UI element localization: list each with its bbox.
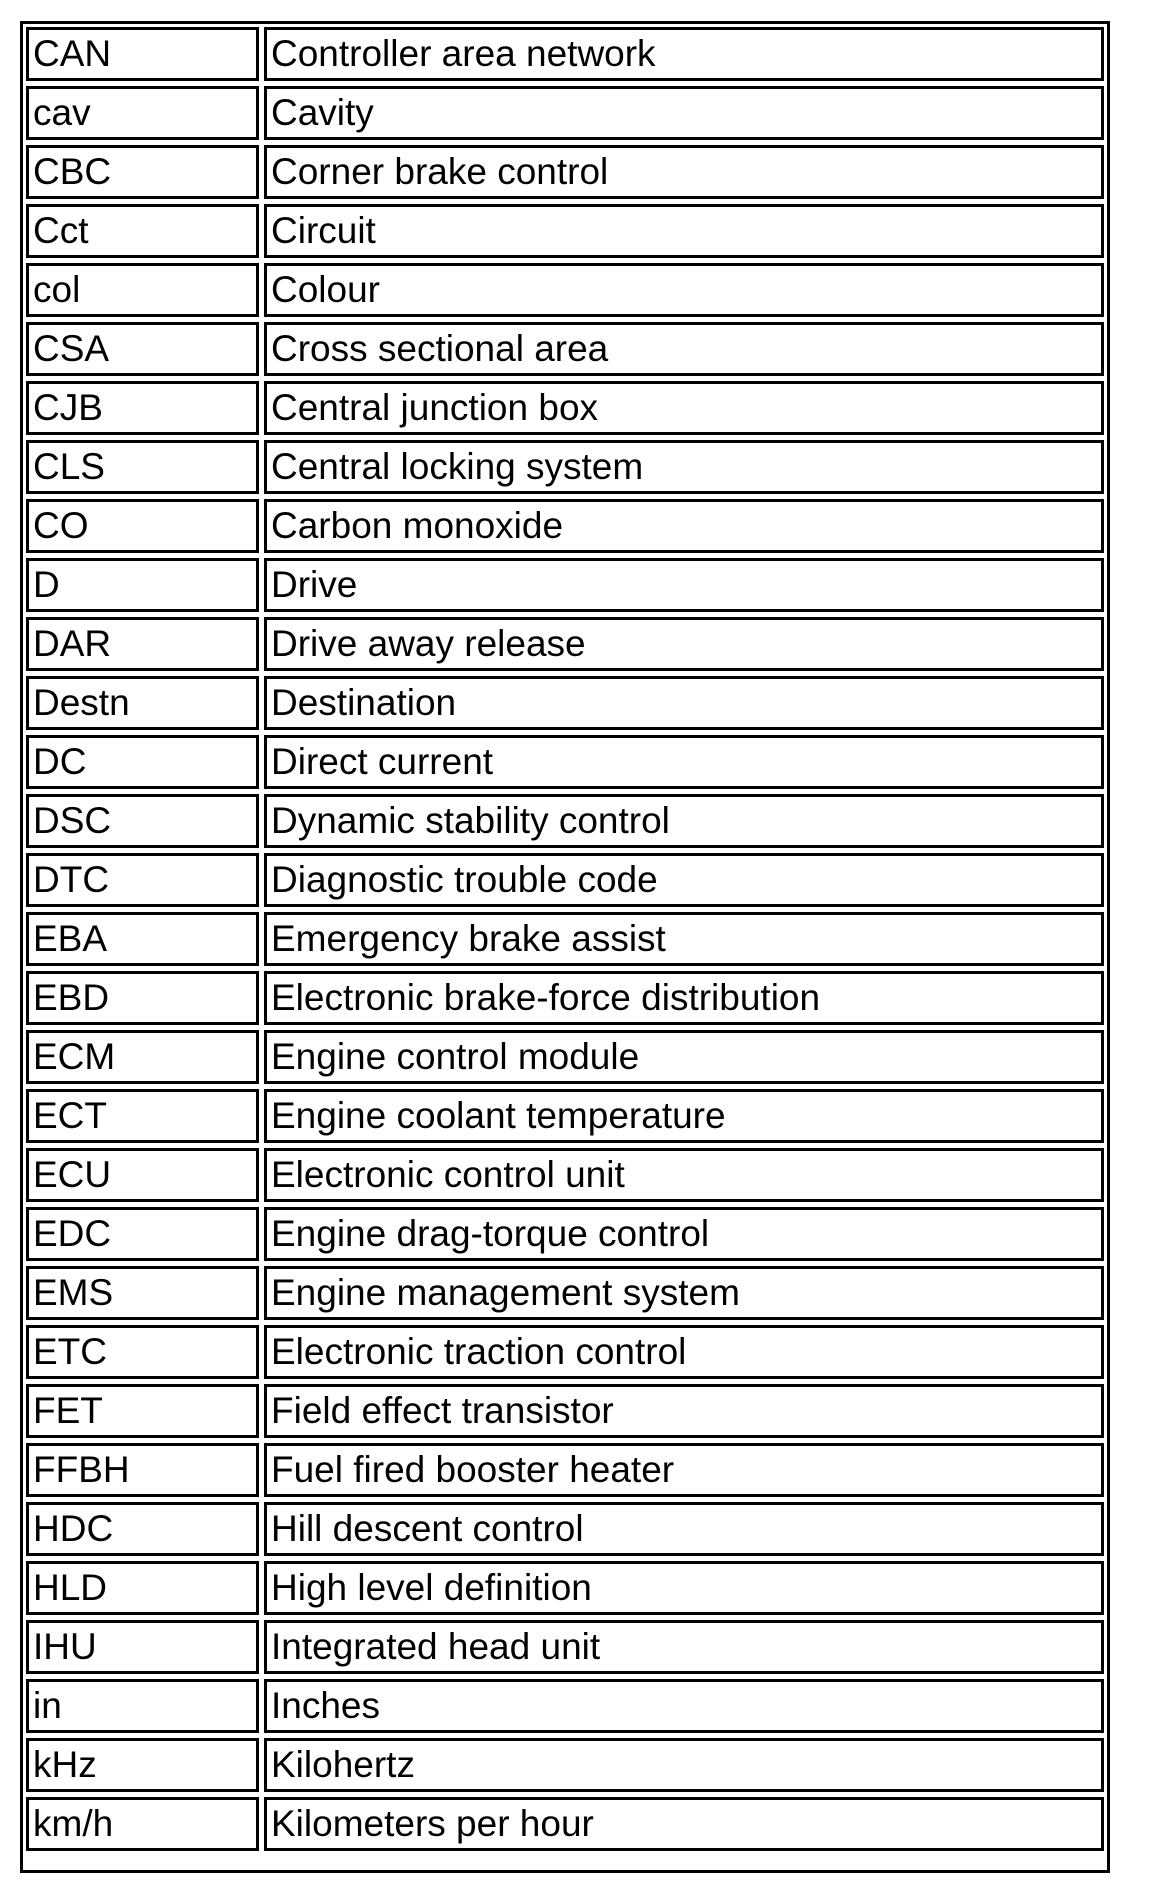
abbreviation-cell: EMS [26,1266,259,1320]
table-row [26,1030,1104,1084]
abbreviation-cell: cav [26,86,259,140]
meaning-cell: Corner brake control [264,145,1104,199]
abbreviation-cell: CO [26,499,259,553]
table-row [26,1443,1104,1497]
abbreviation-cell: DSC [26,794,259,848]
table-row [26,322,1104,376]
meaning-cell: Cavity [264,86,1104,140]
abbreviation-cell: DAR [26,617,259,671]
abbreviation-cell: col [26,263,259,317]
meaning-cell: Electronic control unit [264,1148,1104,1202]
meaning-cell: Integrated head unit [264,1620,1104,1674]
table-row [26,1679,1104,1733]
abbreviation-cell: ETC [26,1325,259,1379]
table-row [26,558,1104,612]
meaning-cell: Engine coolant temperature [264,1089,1104,1143]
table-row [26,1266,1104,1320]
table-row [26,1797,1104,1851]
table-row [26,794,1104,848]
table-row [26,204,1104,258]
abbreviation-cell: EDC [26,1207,259,1261]
table-row [26,1738,1104,1792]
table-row [26,676,1104,730]
table-row [26,86,1104,140]
table-row [26,1561,1104,1615]
meaning-cell: Inches [264,1679,1104,1733]
table-row [26,27,1104,81]
meaning-cell: Kilometers per hour [264,1797,1104,1851]
meaning-cell: Emergency brake assist [264,912,1104,966]
abbreviation-cell: in [26,1679,259,1733]
table-row [26,912,1104,966]
meaning-cell: Central junction box [264,381,1104,435]
table-row [26,1089,1104,1143]
abbreviation-cell: CJB [26,381,259,435]
table-row [26,263,1104,317]
table-row [26,1325,1104,1379]
abbreviation-cell: DTC [26,853,259,907]
meaning-cell: Destination [264,676,1104,730]
meaning-cell: Direct current [264,735,1104,789]
abbreviation-cell: km/h [26,1797,259,1851]
meaning-cell: Diagnostic trouble code [264,853,1104,907]
table-row [26,1207,1104,1261]
table-row [26,971,1104,1025]
meaning-cell: Central locking system [264,440,1104,494]
abbreviation-cell: kHz [26,1738,259,1792]
meaning-cell: Colour [264,263,1104,317]
abbreviation-cell: FFBH [26,1443,259,1497]
table-row [26,499,1104,553]
meaning-cell: Engine management system [264,1266,1104,1320]
table-row [26,440,1104,494]
abbreviation-cell: HLD [26,1561,259,1615]
meaning-cell: Hill descent control [264,1502,1104,1556]
abbreviation-cell: Destn [26,676,259,730]
meaning-cell: Electronic brake-force distribution [264,971,1104,1025]
abbreviation-cell: DC [26,735,259,789]
abbreviations-table-body [26,27,1104,1851]
abbreviation-cell: ECT [26,1089,259,1143]
abbreviation-cell: EBA [26,912,259,966]
abbreviation-cell: ECU [26,1148,259,1202]
abbreviation-cell: HDC [26,1502,259,1556]
table-row [26,381,1104,435]
meaning-cell: Engine drag-torque control [264,1207,1104,1261]
meaning-cell: Controller area network [264,27,1104,81]
table-row [26,1148,1104,1202]
abbreviation-cell: CLS [26,440,259,494]
abbreviation-cell: IHU [26,1620,259,1674]
table-row [26,617,1104,671]
meaning-cell: Drive away release [264,617,1104,671]
meaning-cell: Carbon monoxide [264,499,1104,553]
table-row [26,1620,1104,1674]
meaning-cell: High level definition [264,1561,1104,1615]
abbreviation-cell: CSA [26,322,259,376]
meaning-cell: Drive [264,558,1104,612]
abbreviations-table [21,22,1109,1856]
abbreviations-table-frame [20,21,1110,1873]
meaning-cell: Electronic traction control [264,1325,1104,1379]
table-row [26,145,1104,199]
abbreviation-cell: Cct [26,204,259,258]
abbreviation-cell: CAN [26,27,259,81]
table-row [26,1384,1104,1438]
abbreviation-cell: CBC [26,145,259,199]
abbreviation-cell: EBD [26,971,259,1025]
table-row [26,853,1104,907]
meaning-cell: Dynamic stability control [264,794,1104,848]
meaning-cell: Field effect transistor [264,1384,1104,1438]
meaning-cell: Circuit [264,204,1104,258]
abbreviation-cell: D [26,558,259,612]
meaning-cell: Kilohertz [264,1738,1104,1792]
meaning-cell: Cross sectional area [264,322,1104,376]
meaning-cell: Fuel fired booster heater [264,1443,1104,1497]
table-row [26,1502,1104,1556]
abbreviation-cell: ECM [26,1030,259,1084]
table-row [26,735,1104,789]
meaning-cell: Engine control module [264,1030,1104,1084]
abbreviation-cell: FET [26,1384,259,1438]
